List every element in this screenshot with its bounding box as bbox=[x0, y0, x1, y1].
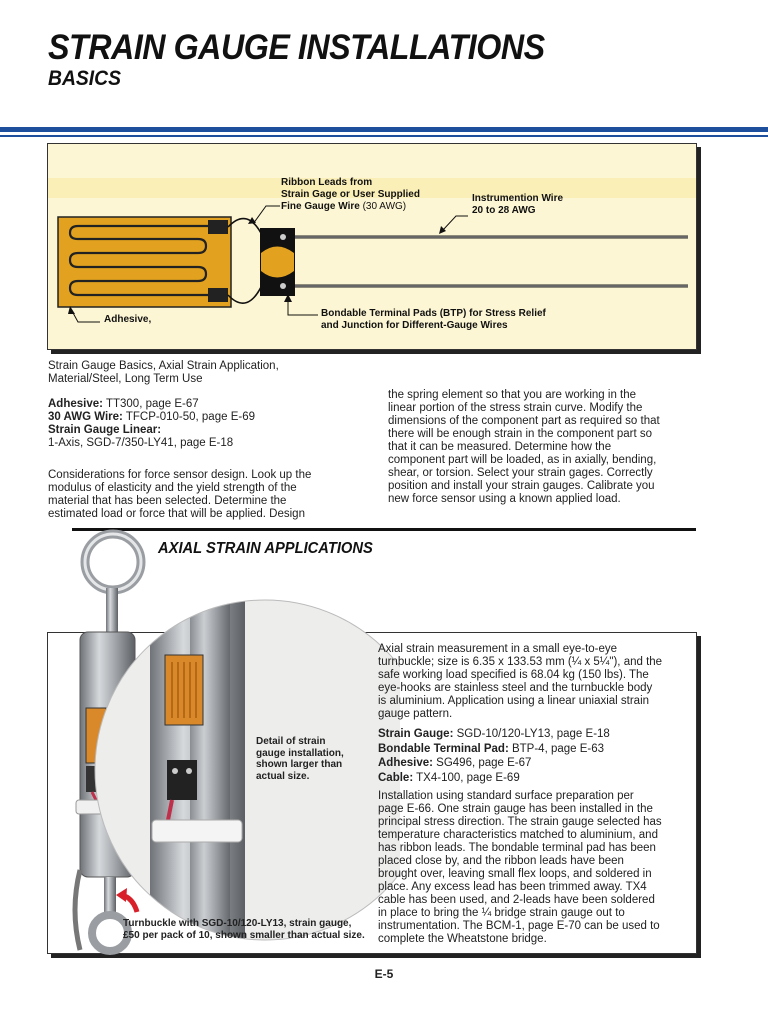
label-instrumentation-wire: Instrumention Wire 20 to 28 AWG bbox=[472, 193, 564, 216]
spec-cable: Cable: TX4-100, page E-69 bbox=[378, 771, 520, 784]
page-number: E-5 bbox=[374, 967, 394, 981]
considerations-paragraph: Considerations for force sensor design. Look up the modulus of elasticity and the yield strength of the material that has been selected. Determine the estimated load or force that will be applied. Design bbox=[48, 469, 312, 520]
axial-description: Axial strain measurement in a small eye-to-eye turnbuckle; size is 6.35 x 133.53 mm (¼ x 5¼"), and the safe working load specified is 68.04 kg (150 lbs). The eye-hooks are stainless steel and the turnbuckle body is aluminium. Application using a linear uniaxial strain gauge pattern. bbox=[378, 643, 663, 720]
axial-specs bbox=[378, 727, 693, 785]
spec-adhesive: Adhesive: SG496, page E-67 bbox=[378, 757, 532, 769]
label-bondable-terminal-pads: Bondable Terminal Pads (BTP) for Stress Relief and Junction for Different-Gauge Wires bbox=[321, 308, 546, 331]
installation-paragraph: Installation using standard surface preparation per page E-66. One strain gauge has been installed in the principal stress direction. The strain gauge selected has temperature characteristics matched to aluminium, and has ribbon leads. The bondable terminal pad has been placed close by, and the ribbon leads have been brought over, leaving small flex loops, and soldered in place. Any excess lead has been trimmed away. TX4 cable has been used, and 2-leads have been soldered in place to bring the ¼ bridge strain gauge out to instrumentation. The BCM-1, page E-70 can be used to complete the Wheatstone bridge. bbox=[378, 790, 662, 945]
page-subtitle: BASICS bbox=[48, 67, 122, 90]
photo-caption: Turnbuckle with SGD-10/120-LY13, strain gauge, £50 per pack of 10, shown smaller than actual size. bbox=[123, 918, 365, 941]
page-title: STRAIN GAUGE INSTALLATIONS bbox=[48, 28, 545, 67]
turnbuckle-illustration bbox=[0, 0, 400, 960]
label-adhesive: Adhesive, bbox=[104, 314, 152, 325]
spec-terminal-pad: Bondable Terminal Pad: BTP-4, page E-63 bbox=[378, 742, 605, 755]
materials-list: Adhesive: TT300, page E-67 30 AWG Wire: TFCP-010-50, page E-69 Strain Gauge Linear: 1-Axis, SGD-7/350-LY41, page E-18 bbox=[48, 398, 255, 449]
considerations-continued: the spring element so that you are working in the linear portion of the stress strain curve. Modify the dimensions of the component part as required so that there will be enough strain in the component part so that it can be measured. Determine how the component part will be loaded, as in axially, bending, shear, or torsion. Select your strain gages. Correctly position and install your strain gauges. Calibrate you new force sensor using a known applied load. bbox=[388, 389, 660, 505]
spec-strain-gauge: Strain Gauge: SGD-10/120-LY13, page E-18 bbox=[378, 728, 610, 740]
figure-caption: Strain Gauge Basics, Axial Strain Application, Material/Steel, Long Term Use bbox=[48, 360, 279, 385]
section-title: AXIAL STRAIN APPLICATIONS bbox=[158, 540, 373, 557]
label-ribbon-leads: Ribbon Leads from Strain Gage or User Supplied Fine Gauge Wire (30 AWG) bbox=[281, 177, 420, 212]
detail-caption: Detail of strain gauge installation, shown larger than actual size. bbox=[256, 736, 344, 782]
